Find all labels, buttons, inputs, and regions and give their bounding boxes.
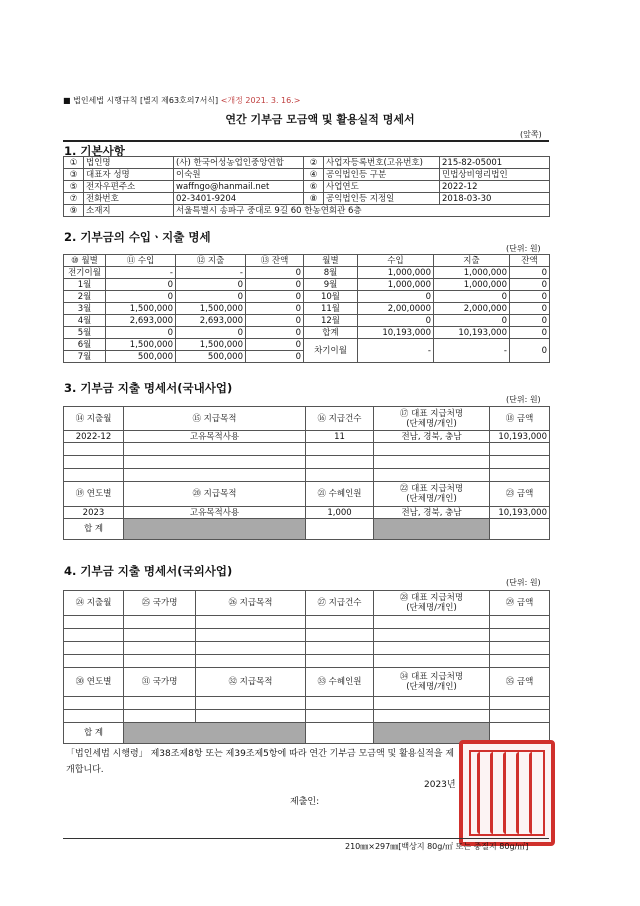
cell: 0 [246, 327, 304, 339]
cell: 2,693,000 [176, 315, 246, 327]
col-header [374, 407, 490, 431]
label: 법인명 [84, 157, 174, 169]
cell: 2,00,0000 [358, 303, 434, 315]
label: 공익법인등 지정일 [324, 193, 440, 205]
cell: 0 [246, 339, 304, 351]
value: 2022-12 [440, 181, 550, 193]
table-row [64, 616, 550, 629]
col-header: ㉗ 지급건수 [306, 591, 374, 616]
header-row [64, 407, 550, 431]
table-row [64, 469, 550, 482]
cell: 4월 [64, 315, 106, 327]
col-header: 지출 [434, 255, 510, 267]
basic-info-row-address [64, 205, 550, 217]
section2-heading: 2. 기부금의 수입ㆍ지출 명세 [64, 230, 211, 244]
table-row [64, 431, 550, 443]
cell: 0 [510, 267, 550, 279]
table-row [64, 279, 550, 291]
shaded-cell [124, 519, 306, 540]
header-line: ㉘ 대표 지급처명 [399, 593, 464, 603]
table-row [64, 291, 550, 303]
cell: 3월 [64, 303, 106, 315]
col-header: 잔액 [510, 255, 550, 267]
cell: 10월 [304, 291, 358, 303]
shaded-cell [124, 723, 306, 744]
cell: 고유목적사용 [124, 431, 306, 443]
cell: 500,000 [176, 351, 246, 363]
cell: 0 [176, 279, 246, 291]
col-header [374, 591, 490, 616]
value: 이숙원 [174, 169, 304, 181]
header-row [64, 482, 550, 507]
cell: 1,500,000 [176, 339, 246, 351]
cell: 전남, 경북, 충남 [374, 507, 490, 519]
cell: 0 [358, 291, 434, 303]
cell: 0 [358, 315, 434, 327]
cell: 차기이월 [304, 339, 358, 363]
section4-heading: 4. 기부금 지출 명세서(국외사업) [64, 564, 233, 578]
header-line: ⑰ 대표 지급처명 [399, 408, 464, 419]
col-header: ㉚ 연도별 [64, 668, 124, 697]
cell: 2022-12 [64, 431, 124, 443]
shaded-cell [374, 519, 490, 540]
cell: 0 [246, 315, 304, 327]
total-label: 합 계 [64, 723, 124, 744]
total-label: 합 계 [64, 519, 124, 540]
col-header: ㉛ 국가명 [124, 668, 196, 697]
cell: 0 [510, 279, 550, 291]
value: 2018-03-30 [440, 193, 550, 205]
cell: 11월 [304, 303, 358, 315]
cell: - [358, 339, 434, 363]
cell: 10,193,000 [490, 431, 550, 443]
page-title: 연간 기부금 모금액 및 활용실적 명세서 [225, 113, 415, 126]
cell: 고유목적사용 [124, 507, 306, 519]
cell: 7월 [64, 351, 106, 363]
cell: 8월 [304, 267, 358, 279]
cell: 10,193,000 [434, 327, 510, 339]
cell: 1,000,000 [434, 279, 510, 291]
cell: - [434, 339, 510, 363]
header-row [64, 591, 550, 616]
cell: 2023 [64, 507, 124, 519]
cell: 0 [434, 315, 510, 327]
cell: 2월 [64, 291, 106, 303]
cell: 전기이월 [64, 267, 106, 279]
col-header: ㉔ 지출월 [64, 591, 124, 616]
cell: 0 [246, 303, 304, 315]
col-header: ㉓ 금액 [490, 482, 550, 507]
cell: - [176, 267, 246, 279]
label: 소재지 [84, 205, 174, 217]
law-reference [63, 95, 300, 106]
income-expense-table [63, 254, 550, 363]
total-row [64, 519, 550, 540]
col-header: ㉝ 수혜인원 [306, 668, 374, 697]
col-header: 수입 [358, 255, 434, 267]
table-row [64, 303, 550, 315]
revision-text: <개정 2021. 3. 16.> [220, 96, 301, 105]
col-header: ⑬ 잔액 [246, 255, 304, 267]
cell: 1,500,000 [106, 339, 176, 351]
label: 전자우편주소 [84, 181, 174, 193]
cell: 0 [246, 267, 304, 279]
legal-statement: 「법인세법 시행령」 제38조제8항 또는 제39조제5항에 따라 연간 기부금 모금액 및 활용실적을 제 [66, 749, 455, 759]
cell: 0 [176, 327, 246, 339]
cell: 0 [510, 303, 550, 315]
cell: 0 [510, 327, 550, 339]
num: ③ [64, 169, 84, 181]
table-row [64, 339, 550, 351]
table-row [64, 443, 550, 456]
cell: 0 [246, 291, 304, 303]
cell: 10,193,000 [490, 507, 550, 519]
header-line: (단체명/개인) [406, 682, 457, 692]
col-header: ㉜ 지급목적 [196, 668, 306, 697]
cell: 500,000 [106, 351, 176, 363]
label: 사업자등록번호(고유번호) [324, 157, 440, 169]
num: ⑧ [304, 193, 324, 205]
table-row [64, 710, 550, 723]
cell: 1,000,000 [358, 279, 434, 291]
cell: 0 [434, 291, 510, 303]
cell: 0 [510, 315, 550, 327]
col-header: ⑪ 수입 [106, 255, 176, 267]
cell: 1월 [64, 279, 106, 291]
value: 215-82-05001 [440, 157, 550, 169]
cell: 1,000,000 [434, 267, 510, 279]
basic-info-row [64, 181, 550, 193]
num: ⑨ [64, 205, 84, 217]
col-header: ⑩ 월별 [64, 255, 106, 267]
section3-heading: 3. 기부금 지출 명세서(국내사업) [64, 381, 233, 395]
header-line: (단체명/개인) [406, 494, 457, 504]
label: 사업연도 [324, 181, 440, 193]
col-header: ⑭ 지출월 [64, 407, 124, 431]
col-header: ㉕ 국가명 [124, 591, 196, 616]
cell: 6월 [64, 339, 106, 351]
section2-unit: (단위: 원) [506, 244, 541, 253]
cell: 0 [106, 291, 176, 303]
table-row [64, 655, 550, 668]
cell: 10,193,000 [358, 327, 434, 339]
basic-info-row [64, 193, 550, 205]
cell: 5월 [64, 327, 106, 339]
col-header: ㉟ 금액 [490, 668, 550, 697]
seal-stroke [516, 752, 529, 834]
cell: 0 [106, 327, 176, 339]
top-rule [63, 140, 549, 142]
col-header: ⑲ 연도별 [64, 482, 124, 507]
table-row [64, 642, 550, 655]
cell: 1,000 [306, 507, 374, 519]
cell: 0 [246, 279, 304, 291]
seal-stroke [529, 752, 542, 834]
value: (사) 한국어성농업인중앙연합 [174, 157, 304, 169]
col-header: ⑱ 금액 [490, 407, 550, 431]
cell: 합계 [304, 327, 358, 339]
label: 공익법인등 구분 [324, 169, 440, 181]
table-row [64, 267, 550, 279]
num: ④ [304, 169, 324, 181]
table-row [64, 327, 550, 339]
header-line: (단체명/개인) [406, 603, 457, 613]
seal-stroke [490, 752, 503, 834]
col-header: 월별 [304, 255, 358, 267]
num: ① [64, 157, 84, 169]
cell: 1,500,000 [106, 303, 176, 315]
col-header: ⑯ 지급건수 [306, 407, 374, 431]
section1-heading: 1. 기본사항 [64, 144, 125, 158]
submitter-label: 제출인: [290, 797, 320, 807]
section4-unit: (단위: 원) [506, 578, 541, 587]
basic-info-row [64, 157, 550, 169]
table-row [64, 697, 550, 710]
col-header: ⑮ 지급목적 [124, 407, 306, 431]
seal-stroke [503, 752, 516, 834]
header-line: (단체명/개인) [406, 418, 457, 429]
value: waffngo@hanmail.net [174, 181, 304, 193]
cell: 11 [306, 431, 374, 443]
col-header: ⑫ 지출 [176, 255, 246, 267]
col-header [374, 482, 490, 507]
foreign-expense-table [63, 590, 550, 744]
label: 대표자 성명 [84, 169, 174, 181]
cell: 0 [510, 291, 550, 303]
table-row [64, 456, 550, 469]
num: ⑤ [64, 181, 84, 193]
table-row [64, 629, 550, 642]
bottom-rule [63, 838, 549, 839]
col-header: ⑳ 지급목적 [124, 482, 306, 507]
cell: 12월 [304, 315, 358, 327]
legal-statement-cont: 개합니다. [66, 765, 104, 775]
col-header: ㉑ 수혜인원 [306, 482, 374, 507]
side-note: (앞쪽) [520, 130, 542, 139]
col-header: ㉖ 지급목적 [196, 591, 306, 616]
cell: 1,000,000 [358, 267, 434, 279]
cell: 0 [106, 279, 176, 291]
cell: 9월 [304, 279, 358, 291]
domestic-expense-table [63, 406, 550, 540]
basic-info-row [64, 169, 550, 181]
cell: 2,693,000 [106, 315, 176, 327]
header-line: ㉒ 대표 지급처명 [399, 484, 464, 494]
official-seal-stamp [459, 740, 555, 846]
table-row [64, 507, 550, 519]
basic-info-table [63, 156, 550, 217]
col-header: ㉙ 금액 [490, 591, 550, 616]
cell: 2,000,000 [434, 303, 510, 315]
section3-unit: (단위: 원) [506, 395, 541, 404]
cell: 0 [176, 291, 246, 303]
seal-stroke [477, 752, 490, 834]
cell: 0 [246, 351, 304, 363]
submit-year: 2023년 [424, 780, 456, 790]
cell: 0 [510, 339, 550, 363]
cell: - [106, 267, 176, 279]
paper-spec: 210㎜×297㎜[백상지 80g/㎡ 또는 중질지 80g/㎡] [345, 842, 529, 851]
header-line: ㉞ 대표 지급처명 [399, 672, 464, 682]
cell: 1,500,000 [176, 303, 246, 315]
label: 전화번호 [84, 193, 174, 205]
table-row [64, 315, 550, 327]
law-ref-text: ■ 법인세법 시행규칙 [별지 제63호의7서식] [63, 96, 219, 105]
value: 서울특별시 송파구 중대로 9길 60 한농연회관 6층 [174, 205, 550, 217]
cell: 전남, 경북, 충남 [374, 431, 490, 443]
value: 민법상비영리법인 [440, 169, 550, 181]
value: 02-3401-9204 [174, 193, 304, 205]
header-row [64, 255, 550, 267]
num: ⑦ [64, 193, 84, 205]
header-row [64, 668, 550, 697]
col-header [374, 668, 490, 697]
num: ② [304, 157, 324, 169]
num: ⑥ [304, 181, 324, 193]
